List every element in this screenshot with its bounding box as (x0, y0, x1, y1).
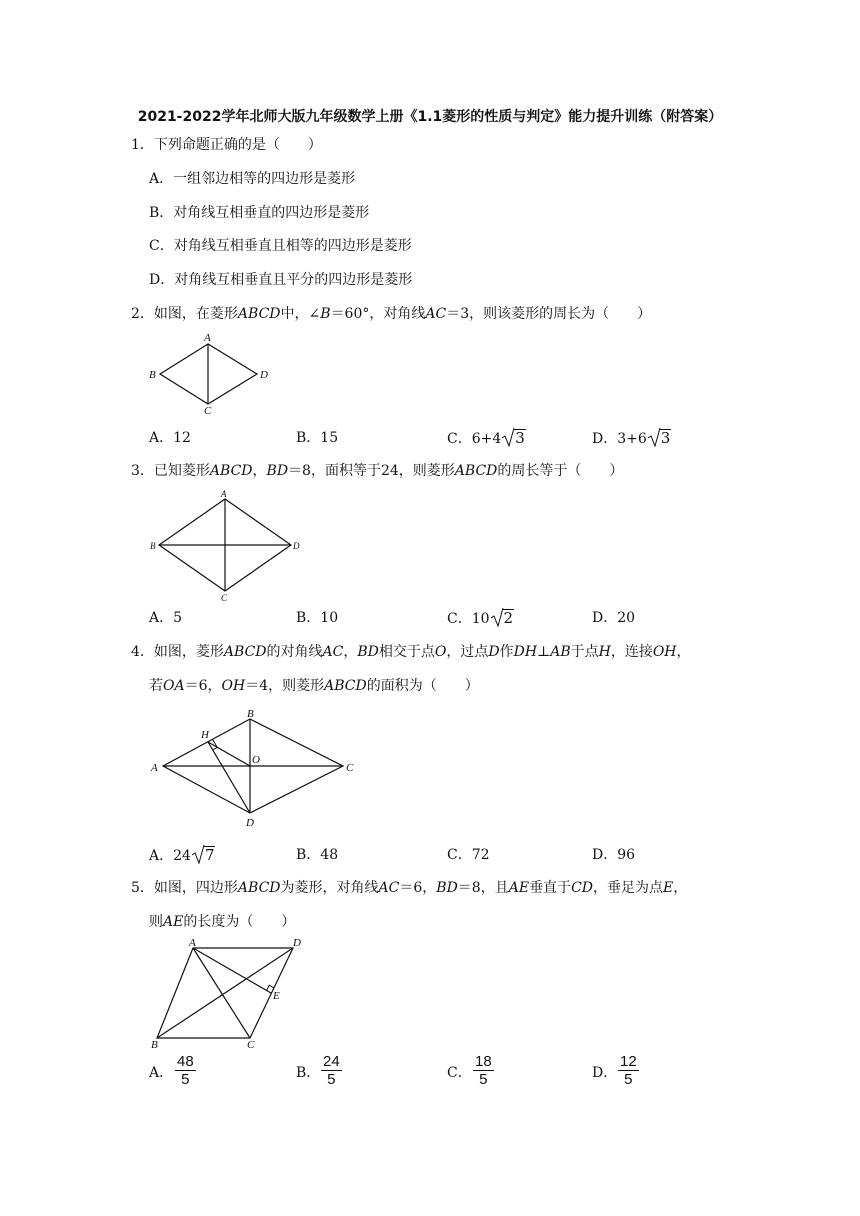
numerator: 24 (323, 1053, 340, 1070)
q4-var: H (598, 644, 611, 660)
q5-option-b-label: B． (296, 1065, 321, 1081)
q5-label-b: B (151, 1039, 158, 1051)
denominator: 5 (327, 1071, 336, 1088)
q3-text: ＝8，面积等于24，则菱形 (288, 463, 455, 479)
q2-var: B (320, 306, 331, 322)
q3-var: BD (266, 463, 289, 479)
q4-label-a: A (151, 762, 158, 774)
q4-label-h: H (201, 729, 209, 741)
q3-option-a: A．5 (149, 610, 183, 626)
q4-stem-line1 (131, 643, 691, 661)
q4-text: 于点 (570, 644, 599, 660)
q2-option-b: B．15 (296, 430, 339, 446)
numerator: 18 (475, 1053, 492, 1070)
q3-option-c-text: C．10 (447, 611, 490, 627)
q5-option-d-fraction (618, 1053, 639, 1088)
q4-option-b: B．48 (296, 847, 339, 863)
q3-label-a: A (221, 489, 227, 499)
q4-option-a-text: A．24 (149, 848, 191, 864)
q5-text: 为菱形，对角线 (280, 880, 379, 896)
q4-var: DH (513, 644, 538, 660)
q2-option-c (447, 429, 526, 448)
numerator: 12 (620, 1053, 637, 1070)
q5-text: 5．如图，四边形 (131, 880, 238, 896)
q5-var: AE (508, 880, 530, 896)
q3-label-b: B (150, 541, 156, 551)
q3-text: ， (252, 463, 267, 479)
q4-option-a (149, 846, 215, 865)
sqrt-symbol (490, 609, 515, 628)
q4-text: ⊥ (537, 644, 551, 660)
numerator: 48 (177, 1053, 194, 1070)
q4-text: 相交于点 (378, 644, 435, 660)
q4-var: OA (163, 678, 185, 694)
q5-text: ， (673, 880, 688, 896)
q2-text: ＝60°，对角线 (330, 306, 426, 322)
q3-text: 的周长等于（ ） (497, 463, 624, 479)
q3-label-d: D (293, 541, 300, 551)
q3-option-b: B．10 (296, 610, 339, 626)
denominator: 5 (624, 1071, 633, 1088)
q1-stem: 1．下列命题正确的是（ ） (131, 137, 322, 153)
q1-option-d: D．对角线互相垂直且平分的四边形是菱形 (149, 272, 413, 288)
q4-text: ， (343, 644, 358, 660)
q4-text: ＝6， (184, 678, 222, 694)
q5-option-c-fraction (473, 1053, 494, 1088)
sqrt-symbol (647, 429, 672, 448)
q4-rhombus-figure (145, 705, 360, 831)
q5-option-b-fraction (321, 1053, 342, 1088)
q4-label-o: O (252, 754, 260, 766)
q2-var: AC (425, 306, 447, 322)
q4-label-c: C (346, 762, 354, 774)
q4-stem-line2 (149, 677, 479, 695)
radicand: 3 (660, 429, 671, 447)
q4-var: O (434, 644, 447, 660)
q4-text: ＝4，则菱形 (245, 678, 325, 694)
q4-var: AB (550, 644, 571, 660)
q4-var: BD (357, 644, 379, 660)
q4-label-b: B (247, 708, 254, 720)
q4-text: ， (676, 644, 691, 660)
radicand: 7 (204, 846, 215, 864)
q2-label-b: B (149, 369, 156, 381)
q5-text: ＝6， (399, 880, 437, 896)
q5-option-a-fraction (175, 1053, 196, 1088)
q5-var: BD (436, 880, 458, 896)
q3-var: ABCD (209, 463, 253, 479)
q4-text: 作 (499, 644, 514, 660)
q3-label-c: C (221, 593, 228, 603)
denominator: 5 (181, 1071, 190, 1088)
q2-stem (131, 305, 651, 323)
q5-var: AC (378, 880, 400, 896)
q3-text: 3．已知菱形 (131, 463, 210, 479)
page-title: 2021-2022学年北师大版九年级数学上册《1.1菱形的性质与判定》能力提升训练（附答案） (137, 109, 723, 125)
q5-rhombus-figure (143, 936, 323, 1052)
q4-var: ABCD (324, 678, 367, 694)
q5-option-a-label: A． (149, 1065, 174, 1081)
q2-text: 中，∠ (280, 306, 321, 322)
q4-var: AC (322, 644, 344, 660)
q2-option-d-text: D．3+6 (592, 431, 647, 447)
q2-text: 2．如图，在菱形 (131, 306, 238, 322)
q3-option-d: D．20 (592, 610, 636, 626)
q5-label-d: D (293, 937, 301, 949)
q4-option-d: D．96 (592, 847, 636, 863)
q5-option-c-label: C． (447, 1065, 472, 1081)
q5-label-e: E (273, 990, 280, 1002)
q5-text: 的长度为（ ） (183, 914, 296, 930)
q5-var: ABCD (237, 880, 281, 896)
q4-text: ，连接 (610, 644, 653, 660)
q5-stem-line2 (149, 913, 295, 931)
q4-var: OH (221, 678, 246, 694)
q2-label-d: D (260, 369, 268, 381)
sqrt-symbol (191, 846, 216, 865)
q2-label-a: A (204, 332, 211, 344)
q1-option-c: C．对角线互相垂直且相等的四边形是菱形 (149, 238, 412, 254)
q2-option-c-text: C．6+4 (447, 431, 502, 447)
q3-var: ABCD (454, 463, 498, 479)
q3-stem (131, 462, 623, 480)
q2-option-a: A．12 (149, 430, 191, 446)
q5-text: 则 (149, 914, 163, 930)
q1-option-a: A．一组邻边相等的四边形是菱形 (149, 171, 356, 187)
q5-var: AE (163, 914, 184, 930)
q2-text: ＝3，则该菱形的周长为（ ） (446, 306, 652, 322)
q5-label-a: A (189, 937, 196, 949)
q4-label-d: D (246, 817, 254, 829)
q4-text: ，过点 (446, 644, 489, 660)
q3-rhombus-figure (145, 485, 315, 603)
denominator: 5 (479, 1071, 488, 1088)
q4-text: 若 (149, 678, 163, 694)
q4-var: ABCD (223, 644, 267, 660)
q4-var: D (488, 644, 500, 660)
q5-stem-line1 (131, 879, 687, 897)
q3-option-c (447, 609, 514, 628)
q5-option-d-label: D． (592, 1065, 618, 1081)
q2-rhombus-figure (140, 330, 280, 416)
q5-label-c: C (247, 1039, 255, 1051)
sqrt-symbol (501, 429, 526, 448)
q5-var: CD (571, 880, 593, 896)
q2-label-c: C (204, 405, 212, 416)
q2-var: ABCD (237, 306, 281, 322)
q4-text: 4．如图，菱形 (131, 644, 224, 660)
q5-text: 垂直于 (529, 880, 572, 896)
q5-var: E (663, 880, 674, 896)
q4-option-c: C．72 (447, 847, 490, 863)
q1-option-b: B．对角线互相垂直的四边形是菱形 (149, 205, 370, 221)
q4-var: OH (652, 644, 677, 660)
q4-text: 的对角线 (266, 644, 323, 660)
radicand: 2 (503, 609, 514, 627)
q5-text: ＝8，且 (457, 880, 509, 896)
radicand: 3 (515, 429, 525, 447)
q4-text: 的面积为（ ） (366, 678, 479, 694)
q5-text: ，垂足为点 (593, 880, 663, 896)
q2-option-d (592, 429, 671, 448)
